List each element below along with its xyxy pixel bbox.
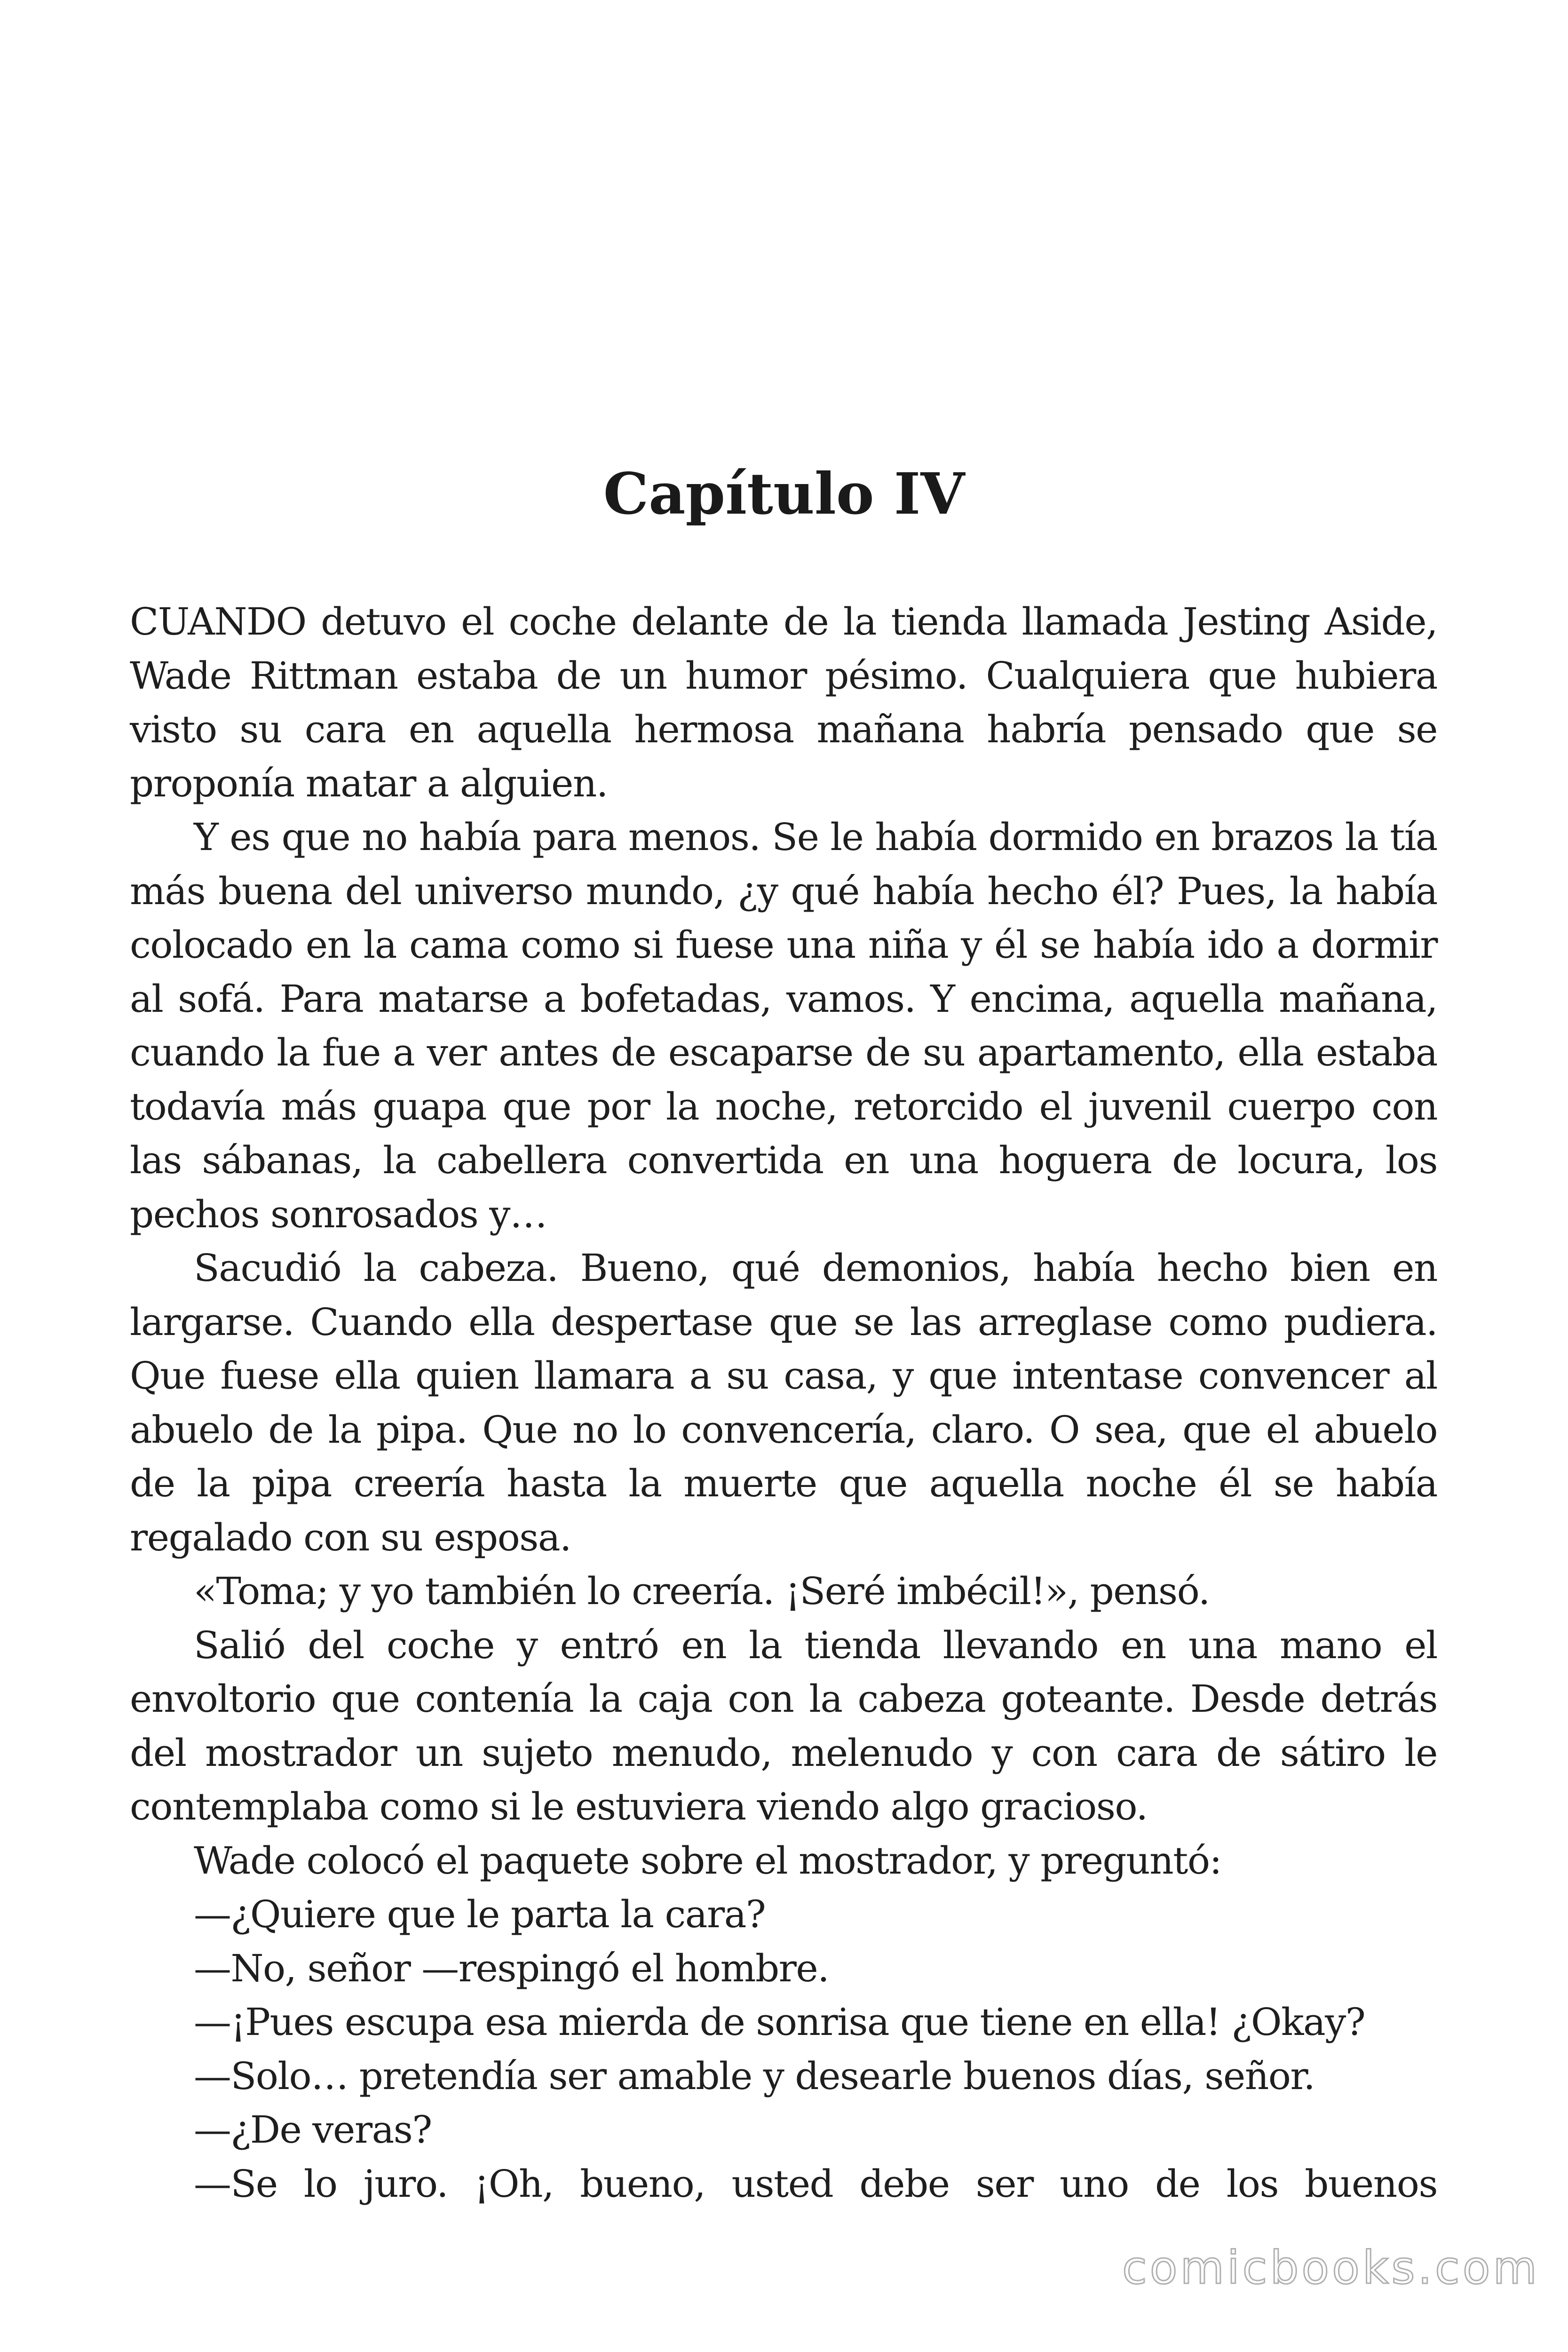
chapter-title: Capítulo IV [603,460,965,527]
dialogue-line: —¿De veras? [194,2108,432,2152]
paragraph: Salió del coche y entró en la tienda llevando en una mano el envoltorio que contenía la caja con la cabeza goteante. Desde detrás del mostrador un sujeto menudo, melenudo y con cara de sátiro le contemplaba como si le estuviera viendo algo gracioso. [130,1623,1437,1828]
dialogue-line: —No, señor —respingó el hombre. [194,1946,829,1990]
paragraph: Y es que no había para menos. Se le había dormido en brazos la tía más buena del universo mundo, ¿y qué había hecho él? Pues, la había colocado en la cama como si fuese una niña y él se había ido a dormir al sofá. Para matarse a bofetadas, vamos. Y encima, aquella mañana, cuando la fue a ver antes de escaparse de su apartamento, ella estaba todavía más guapa que por la noche, retorcido el juvenil cuerpo con las sábanas, la cabellera convertida en una hoguera de locura, los pechos sonrosados y… [130,815,1437,1236]
dialogue-line: —Solo… pretendía ser amable y desearle buenos días, señor. [194,2054,1315,2098]
paragraph: Wade colocó el paquete sobre el mostrador, y preguntó: [194,1838,1221,1883]
watermark: comicbooks.com [1122,2241,1540,2294]
dialogue-line: —¿Quiere que le parta la cara? [194,1892,766,1936]
paragraph: CUANDO detuvo el coche delante de la tienda llamada Jesting Aside, Wade Rittman estaba de un humor pésimo. Cualquiera que hubiera visto su cara en aquella hermosa mañana habría pensado que se proponía matar a alguien. [130,600,1437,805]
chapter-body [130,595,1437,2211]
paragraph: «Toma; y yo también lo creería. ¡Seré imbécil!», pensó. [194,1569,1210,1613]
dialogue-line: —¡Pues escupa esa mierda de sonrisa que tiene en ella! ¿Okay? [194,2000,1365,2044]
dialogue-line: —Se lo juro. ¡Oh, bueno, usted debe ser uno de los buenos [194,2161,1437,2206]
paragraph: Sacudió la cabeza. Bueno, qué demonios, había hecho bien en largarse. Cuando ella despertase que se las arreglase como pudiera. Que fuese ella quien llamara a su casa, y que intentase convencer al abuelo de la pipa. Que no lo convencería, claro. O sea, que el abuelo de la pipa creería hasta la muerte que aquella noche él se había regalado con su esposa. [130,1246,1437,1559]
